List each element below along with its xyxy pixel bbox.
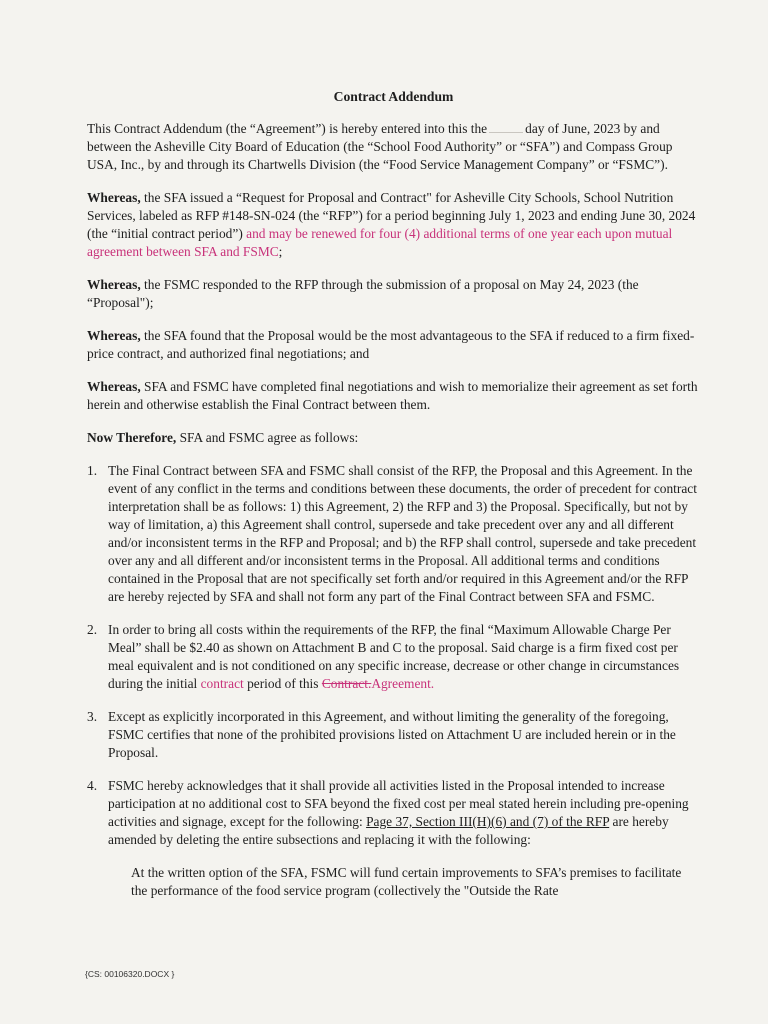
inserted-text: and may be renewed for four (4) additional terms of one year each upon mutual agreement between SFA and FSMC bbox=[87, 226, 673, 259]
intro-text-2: day of June, 2023 by and between the Asheville City Board of Education (the “School Food Authority” or “SFA”) and Compass Group USA, Inc., by and through its Chartwells Division (the “Food Service Management Company” or “FSMC”). bbox=[87, 121, 673, 172]
whereas-label: Whereas, bbox=[87, 277, 141, 292]
whereas-text: the SFA found that the Proposal would be the most advantageous to the SFA if reduced to a firm fixed-price contract, and authorized final negotiations; and bbox=[87, 328, 695, 361]
item-text-end: are hereby amended by deleting the entire subsections and replacing it with the following: bbox=[108, 814, 669, 847]
list-item-3 bbox=[87, 708, 700, 762]
whereas-end: ; bbox=[278, 244, 283, 259]
whereas-label: Whereas, bbox=[87, 328, 141, 343]
now-therefore-paragraph bbox=[87, 429, 700, 447]
item-number: 4. bbox=[87, 778, 98, 793]
item-text: FSMC hereby acknowledges that it shall provide all activities listed in the Proposal intended to increase participation at no additional cost to SFA beyond the fixed cost per meal stated herein including pre-opening activities and signage, except for the following: bbox=[108, 778, 689, 829]
whereas-label: Whereas, bbox=[87, 379, 141, 394]
whereas-text: the SFA issued a “Request for Proposal and Contract" for Asheville City Schools, School Nutrition Services, labeled as RFP #148-SN-024 (the “RFP”) for a period beginning July 1, 2023 and ending June 30, 2024 (the “initial contract period”) bbox=[87, 190, 696, 241]
list-item-2 bbox=[87, 621, 700, 693]
whereas-text: the FSMC responded to the RFP through the submission of a proposal on May 24, 2023 (the “Proposal"); bbox=[87, 277, 639, 310]
item-text: In order to bring all costs within the requirements of the RFP, the final “Maximum Allowable Charge Per Meal” shall be $2.40 as shown on Attachment B and C to the proposal. Said charge is a firm fixed cost per meal equivalent and is not conditioned on any specific increase, decrease or other change in circumstances during the initial bbox=[108, 622, 680, 691]
item-number: 2. bbox=[87, 622, 98, 637]
whereas-label: Whereas, bbox=[87, 190, 141, 205]
document-footer: {CS: 00106320.DOCX } bbox=[85, 969, 175, 979]
whereas-paragraph-2 bbox=[87, 276, 700, 312]
whereas-paragraph-3 bbox=[87, 327, 700, 363]
list-item-4 bbox=[87, 777, 700, 849]
now-therefore-text: SFA and FSMC agree as follows: bbox=[176, 430, 359, 445]
list-item-1 bbox=[87, 462, 700, 606]
document-title: Contract Addendum bbox=[333, 89, 454, 104]
whereas-paragraph-1 bbox=[87, 189, 700, 261]
item-text: The Final Contract between SFA and FSMC shall consist of the RFP, the Proposal and this Agreement. In the event of any conflict in the terms and conditions between these documents, the order of precedent for contract interpretation shall be as follows: 1) this Agreement, 2) the RFP and 3) the Proposal. Specifically, but not by way of limitation, a) this Agreement shall control, supersede and take precedent over any and all different and/or inconsistent terms in the RFP and Proposal; and b) the RFP shall control, supersede and take precedent over any and all different and/or inconsistent terms in the Proposal. All additional terms and conditions contained in the Proposal that are not specifically set forth and/or required in this Agreement and/or the RFP are hereby rejected by SFA and shall not form any part of the Final Contract between SFA and FSMC. bbox=[108, 463, 697, 604]
underlined-reference: Page 37, Section III(H)(6) and (7) of the RFP bbox=[366, 814, 610, 829]
item-number: 3. bbox=[87, 709, 98, 724]
item-text-mid: period of this bbox=[243, 676, 322, 691]
indented-paragraph: At the written option of the SFA, FSMC will fund certain improvements to SFA’s premises to facilitate the performance of the food service program (collectively the "Outside the Rate bbox=[131, 865, 682, 898]
inserted-text: Agreement. bbox=[371, 676, 435, 691]
intro-text-1: This Contract Addendum (the “Agreement”) is hereby entered into this the bbox=[87, 121, 488, 136]
intro-paragraph bbox=[87, 120, 700, 174]
date-blank bbox=[489, 120, 523, 133]
whereas-paragraph-4 bbox=[87, 378, 700, 414]
item-number: 1. bbox=[87, 463, 98, 478]
item-text: Except as explicitly incorporated in this Agreement, and without limiting the generality of the foregoing, FSMC certifies that none of the prohibited provisions listed on Attachment U are included herein or in the Proposal. bbox=[108, 709, 676, 760]
whereas-text: SFA and FSMC have completed final negotiations and wish to memorialize their agreement as set forth herein and otherwise establish the Final Contract between them. bbox=[87, 379, 698, 412]
inserted-text: contract bbox=[200, 676, 244, 691]
now-therefore-label: Now Therefore, bbox=[87, 430, 177, 445]
struck-text: Contract. bbox=[321, 676, 372, 691]
numbered-list bbox=[87, 462, 700, 849]
